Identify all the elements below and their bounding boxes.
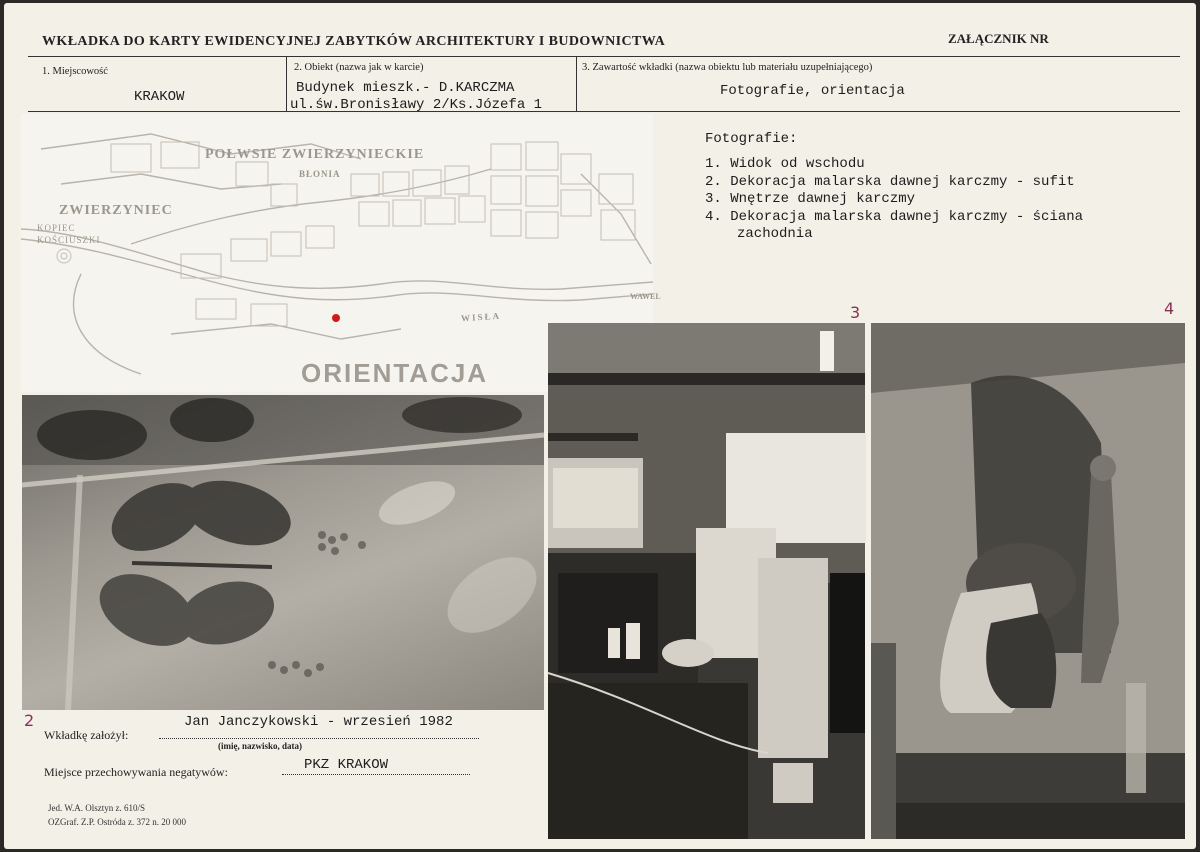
photo-wall-drawing	[871, 323, 1185, 839]
created-by-label: Wkładkę założył:	[44, 728, 129, 742]
photo-list-item-4-continued: zachodnia	[737, 226, 813, 242]
photo-list-item-3: 3. Wnętrze dawnej karczmy	[705, 191, 916, 207]
field-2-value-line-2: ul.św.Bronisławy 2/Ks.Józefa 1	[290, 97, 543, 113]
negatives-storage-label: Miejsce przechowywania negatywów:	[44, 765, 228, 779]
field-3-label: 3. Zawartość wkładki (nazwa obiektu lub materiału uzupełniającego)	[582, 62, 873, 73]
header-rule-bottom	[28, 111, 1180, 112]
photo-ceiling-drawing	[22, 395, 544, 710]
field-3-value: Fotografie, orientacja	[720, 83, 905, 99]
map-label-zwierzyniec: ZWIERZYNIEC	[59, 203, 173, 218]
photo-list-item-4: 4. Dekoracja malarska dawnej karczmy - ściana	[705, 209, 1084, 225]
photo-interior	[548, 323, 865, 839]
photo-number-4: 4	[1164, 299, 1175, 318]
map-label-blonia: BŁONIA	[299, 169, 341, 179]
record-insert-sheet	[4, 3, 1196, 849]
field-2-label: 2. Obiekt (nazwa jak w karcie)	[294, 62, 424, 73]
field-divider-1	[286, 56, 287, 112]
photo-interior-drawing	[548, 323, 865, 839]
negatives-storage-line	[282, 774, 470, 775]
print-info-line-2: OZGraf. Z.P. Ostróda z. 372 n. 20 000	[48, 817, 186, 827]
map-orientation-caption: ORIENTACJA	[301, 358, 489, 388]
photo-wall-painting	[871, 323, 1185, 839]
photo-list-item-1: 1. Widok od wschodu	[705, 156, 865, 172]
field-2-value-line-1: Budynek mieszk.- D.KARCZMA	[296, 80, 515, 96]
field-1-label: 1. Miejscowość	[42, 66, 108, 77]
created-by-value: Jan Janczykowski - wrzesień 1982	[184, 714, 453, 730]
created-by-hint: (imię, nazwisko, data)	[218, 741, 302, 751]
map-label-wawel: WAWEL	[630, 292, 661, 301]
photo-ceiling-decoration	[22, 395, 544, 710]
map-river-line-2	[21, 239, 653, 301]
map-label-polwsie: POŁWSIE ZWIERZYNIECKIE	[205, 147, 425, 162]
form-title: WKŁADKA DO KARTY EWIDENCYJNEJ ZABYTKÓW ARCHITEKTURY I BUDOWNICTWA	[42, 34, 666, 49]
map-label-kopiec: KOPIEC KOŚCIUSZKI	[37, 223, 101, 245]
map-label-wisla: WISŁA	[460, 310, 502, 324]
negatives-storage-value: PKZ KRAKOW	[304, 757, 389, 773]
header-rule-top	[28, 56, 1180, 57]
photo-list-item-2: 2. Dekoracja malarska dawnej karczmy - sufit	[705, 174, 1075, 190]
photo-list-heading: Fotografie:	[705, 131, 798, 147]
field-divider-2	[576, 56, 577, 112]
annex-number-label: ZAŁĄCZNIK NR	[948, 31, 1049, 46]
field-1-value: KRAKOW	[134, 89, 185, 105]
photo-number-2: 2	[24, 711, 35, 730]
photo-number-3: 3	[850, 303, 861, 322]
print-info-line-1: Jed. W.A. Olsztyn z. 610/S	[48, 803, 146, 813]
map-location-marker	[332, 314, 340, 322]
created-by-line	[159, 738, 479, 739]
